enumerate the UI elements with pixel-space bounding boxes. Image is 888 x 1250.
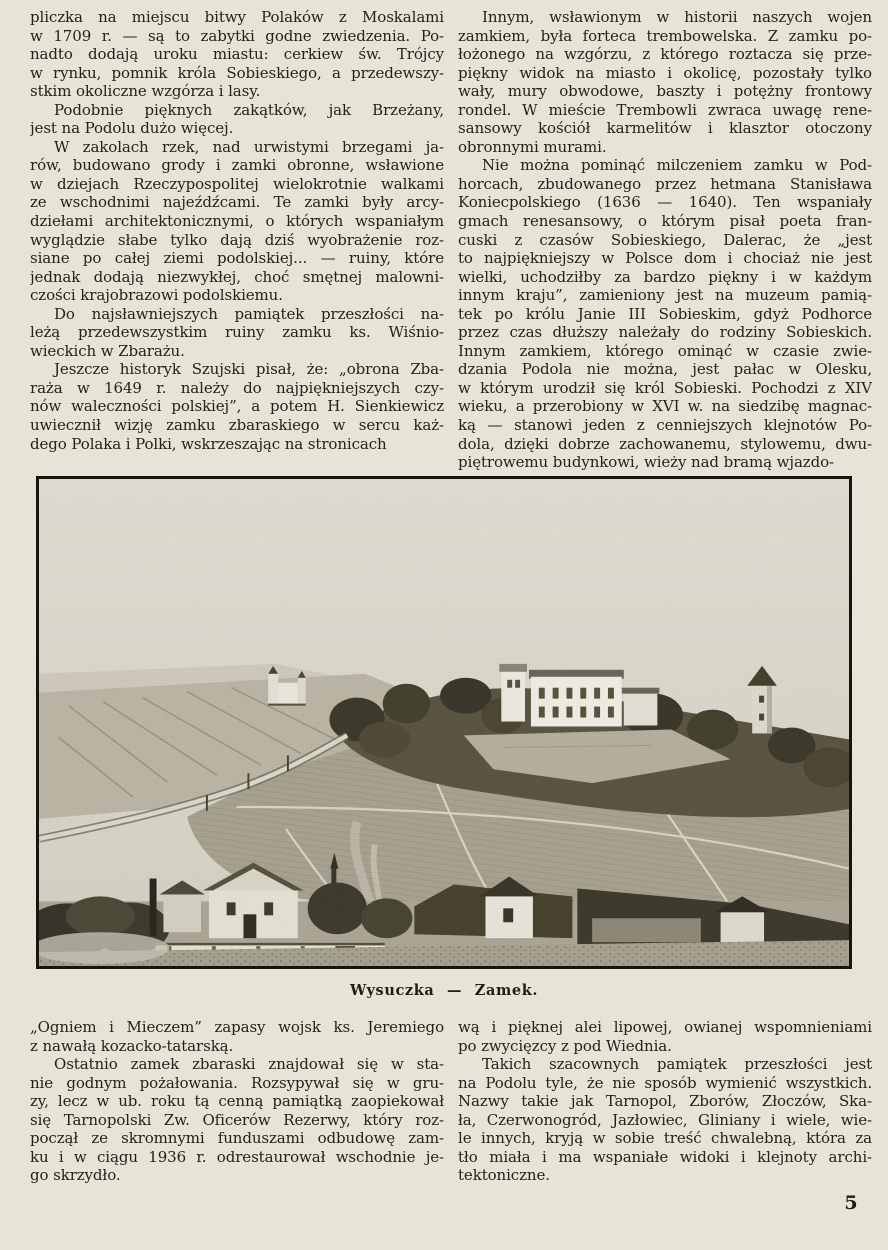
- text-line: Takich szacownych pamiątek przeszłości jest: [482, 1055, 872, 1074]
- text-line: nadto dodają uroku miastu: cerkiew św. Trójcy: [30, 45, 444, 64]
- text-line: jest na Podolu dużo więcej.: [30, 119, 234, 138]
- text-line: dego Polaka i Polki, wskrzeszając na stronicach: [30, 434, 387, 453]
- text-line: czości krajobrazowi podolskiemu.: [30, 286, 283, 305]
- text-line: po zwycięzcy z pod Wiednia.: [458, 1036, 672, 1055]
- text-line: łożonego na wzgórzu, z którego roztacza się prze-: [458, 45, 872, 64]
- top-right-column: [458, 8, 872, 472]
- text-line: w 1709 r. — są to zabytki godne zwiedzenia. Po-: [30, 26, 444, 45]
- text-line: gmach renesansowy, o którym pisał poeta fran-: [458, 212, 872, 231]
- text-line: Do najsławniejszych pamiątek przeszłości na-: [54, 304, 444, 323]
- text-line: leżą przedewszystkim ruiny zamku ks. Wiśnio-: [30, 323, 444, 342]
- text-line: wielki, uchodziłby za bardzo piękny i w każdym: [458, 267, 872, 286]
- text-line: przez czas dłuższy należały do rodziny Sobieskich.: [458, 323, 872, 342]
- photo-figure: [36, 476, 852, 969]
- text-line: wą i pięknej alei lipowej, owianej wspomnieniami: [458, 1018, 872, 1036]
- text-line: ła, Czerwonogród, Jazłowiec, Gliniany i wiele, wie-: [458, 1110, 872, 1129]
- text-line: Podobnie pięknych zakątków, jak Brzeżany,: [54, 100, 444, 119]
- text-line: się Tarnopolski Zw. Oficerów Rezerwy, który roz-: [30, 1110, 444, 1129]
- text-line: wały, mury obwodowe, baszty i potężny frontowy: [458, 82, 872, 101]
- text-line: rondel. W mieście Trembowli zwraca uwagę rene-: [458, 100, 872, 119]
- text-line: piękny widok na miasto i okolicę, pozostały tylko: [458, 63, 872, 82]
- text-line: z nawałą kozacko-tatarską.: [30, 1036, 234, 1055]
- text-line: nie godnym pożałowania. Rozsypywał się w gru-: [30, 1073, 444, 1092]
- text-line: tek po królu Janie III Sobieskim, gdyż Podhorce: [458, 304, 872, 323]
- bottom-left-column: [30, 1018, 444, 1185]
- text-line: horcach, zbudowanego przez hetmana Stanisława: [458, 174, 872, 193]
- text-line: raża w 1649 r. należy do najpiękniejszych czy-: [30, 378, 444, 397]
- text-line: to najpiękniejszy w Polsce dom i chociaż nie jest: [458, 249, 872, 268]
- text-line: w którym urodził się król Sobieski. Pochodzi z XIV: [458, 378, 872, 397]
- text-line: tektoniczne.: [458, 1166, 550, 1185]
- text-line: wieku, a przerobiony w XVI w. na siedzibę magnac-: [458, 397, 872, 416]
- text-line: le innych, kryją w sobie treść chwalebną, która za: [458, 1129, 872, 1148]
- text-line: stkim okoliczne wzgórza i lasy.: [30, 82, 261, 101]
- photo-halftone-overlay: [39, 479, 849, 966]
- text-line: ką — stanowi jeden z cenniejszych klejnotów Po-: [458, 416, 872, 435]
- text-line: Innym zamkiem, którego ominąć w czasie zwie-: [458, 341, 872, 360]
- text-line: Koniecpolskiego (1636 — 1640). Ten wspaniały: [458, 193, 872, 212]
- text-line: ze wschodnimi najeźdźcami. Te zamki były arcy-: [30, 193, 444, 212]
- text-line: dola, dzięki dobrze zachowanemu, stylowemu, dwu-: [458, 434, 872, 453]
- text-line: rów, budowano grody i zamki obronne, wsławione: [30, 156, 444, 175]
- text-line: tło miała i ma wspaniałe widoki i klejnoty archi-: [458, 1147, 872, 1166]
- text-line: W zakolach rzek, nad urwistymi brzegami ja-: [54, 137, 444, 156]
- text-line: pliczka na miejscu bitwy Polaków z Moskalami: [30, 8, 444, 26]
- text-line: Innym, wsławionym w historii naszych wojen: [482, 8, 872, 26]
- bottom-right-column: [458, 1018, 872, 1185]
- text-line: zamkiem, była forteca trembowelska. Z zamku po-: [458, 26, 872, 45]
- text-line: innym kraju”, zamieniony jest na muzeum pamią-: [458, 286, 872, 305]
- page-number: 5: [844, 1192, 858, 1214]
- text-line: w dziejach Rzeczypospolitej wielokrotnie walkami: [30, 174, 444, 193]
- text-line: Nazwy takie jak Tarnopol, Zborów, Złoczów, Ska-: [458, 1092, 872, 1111]
- text-line: Nie można pominąć milczeniem zamku w Pod-: [482, 156, 872, 175]
- text-line: począł ze skromnymi funduszami odbudowę zam-: [30, 1129, 444, 1148]
- text-line: dziełami architektonicznymi, o których wspaniałym: [30, 212, 444, 231]
- text-line: Jeszcze historyk Szujski pisał, że: „obrona Zba-: [54, 360, 444, 379]
- text-line: nów waleczności polskiej”, a potem H. Sienkiewicz: [30, 397, 444, 416]
- text-line: Ostatnio zamek zbaraski znajdował się w sta-: [54, 1055, 444, 1074]
- photo-caption: Wysuczka — Zamek.: [349, 982, 539, 999]
- text-line: siane po całej ziemi podolskiej... — ruiny, które: [30, 249, 444, 268]
- text-line: sansowy kościół karmelitów i klasztor otoczony: [458, 119, 872, 138]
- text-line: obronnymi murami.: [458, 137, 607, 156]
- top-left-column: [30, 8, 444, 472]
- text-line: w rynku, pomnik króla Sobieskiego, a przedewszy-: [30, 63, 444, 82]
- bottom-text-section: [30, 1018, 872, 1185]
- text-line: cuski z czasów Sobieskiego, Dalerac, że „jest: [458, 230, 872, 249]
- text-line: „Ogniem i Mieczem” zapasy wojsk ks. Jeremiego: [30, 1018, 444, 1036]
- text-line: dzania Podola nie można, jest pałac w Olesku,: [458, 360, 872, 379]
- text-line: na Podolu tyle, że nie sposób wymienić wszystkich.: [458, 1073, 872, 1092]
- text-line: go skrzydło.: [30, 1166, 121, 1185]
- text-line: uwiecznił wizję zamku zbaraskiego w sercu każ-: [30, 416, 444, 435]
- text-line: jednak dodają niezwykłej, choć smętnej malowni-: [30, 267, 444, 286]
- text-line: wieckich w Zbarażu.: [30, 341, 185, 360]
- text-line: zy, lecz w ub. roku tą cenną pamiątką zaopiekował: [30, 1092, 444, 1111]
- top-text-section: [30, 8, 872, 472]
- text-line: wyglądzie słabe tylko dają dziś wyobrażenie roz-: [30, 230, 444, 249]
- text-line: piętrowemu budynkowi, wieży nad bramą wjazdo-: [458, 453, 834, 472]
- photo-image: [39, 479, 849, 966]
- text-line: ku i w ciągu 1936 r. odrestaurował wschodnie je-: [30, 1147, 444, 1166]
